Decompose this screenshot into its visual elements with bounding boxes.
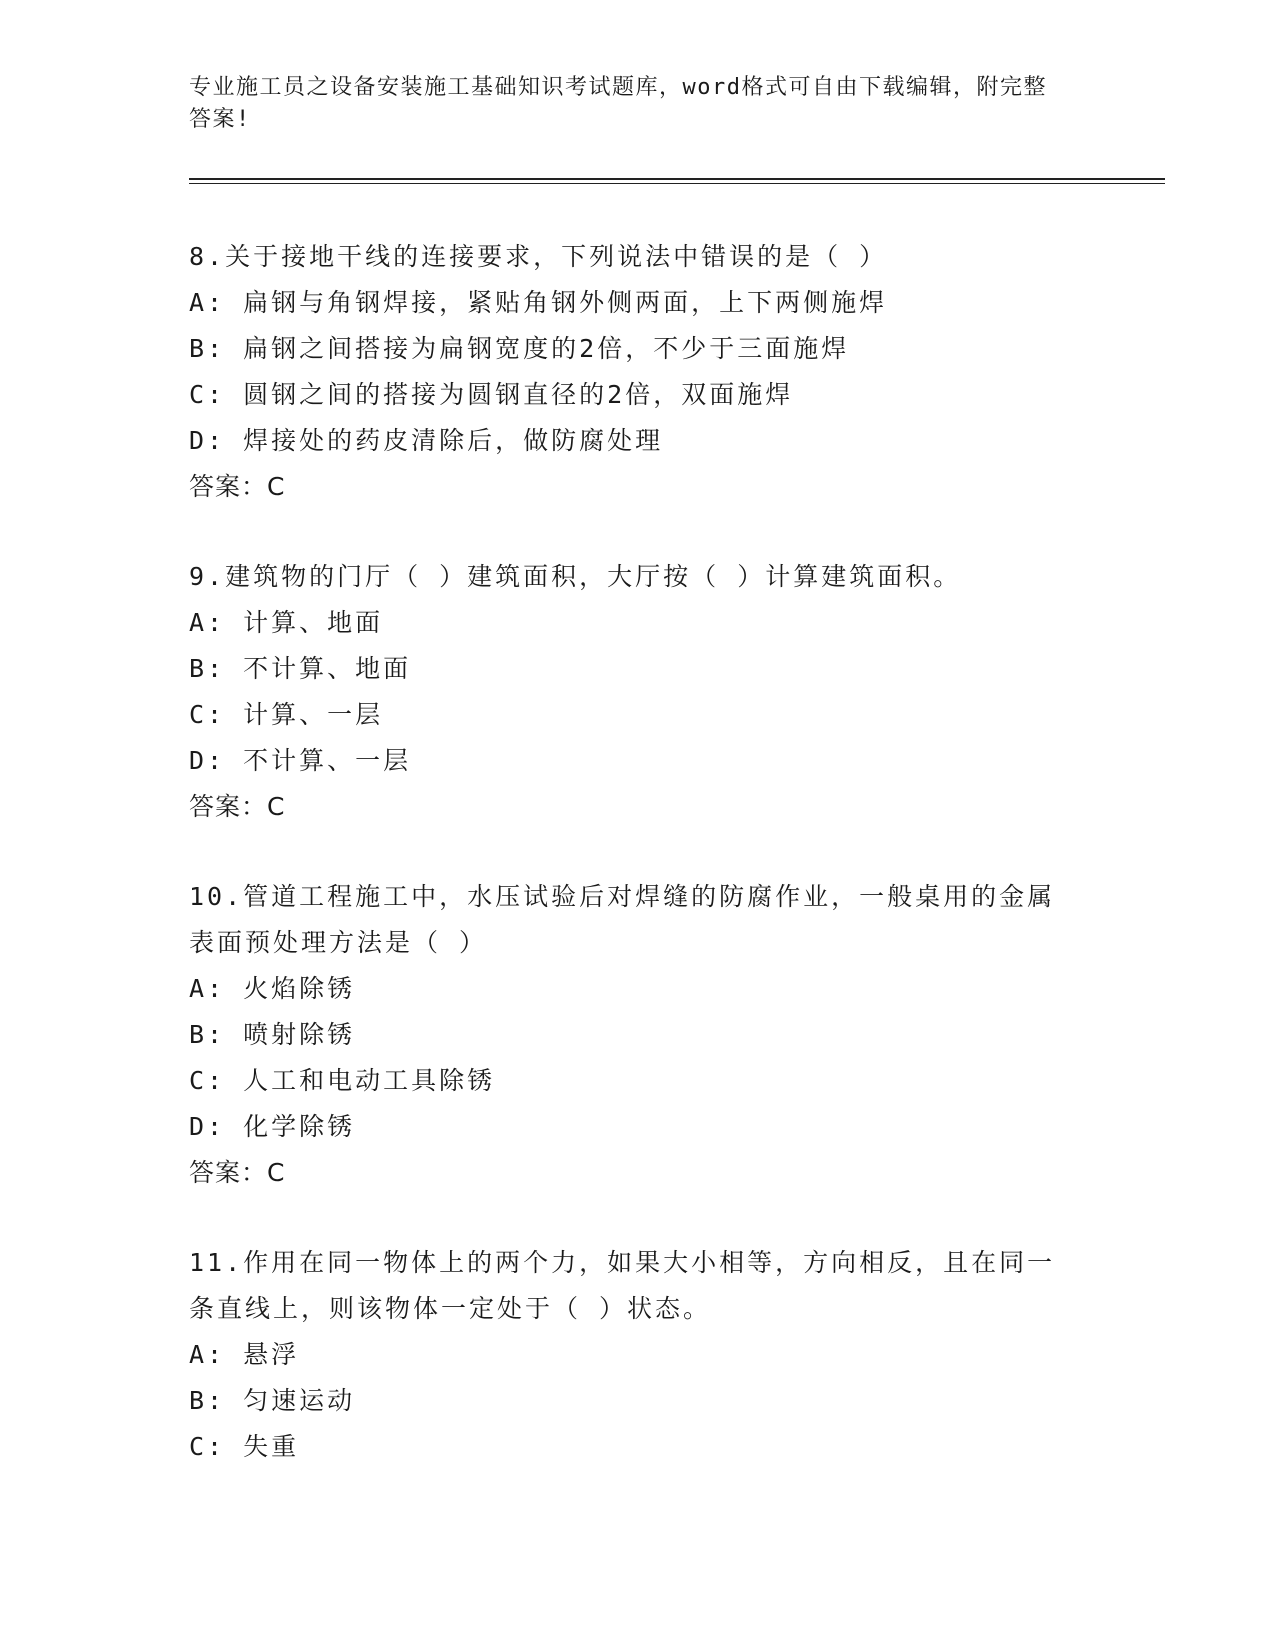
question-list bbox=[189, 234, 1089, 1514]
question-9 bbox=[189, 554, 1089, 830]
option-d: D: 化学除锈 bbox=[189, 1112, 356, 1141]
question-stem: 8.关于接地干线的连接要求，下列说法中错误的是（ ） bbox=[189, 242, 888, 271]
question-11 bbox=[189, 1240, 1089, 1470]
question-10 bbox=[189, 874, 1089, 1196]
option-b: B: 扁钢之间搭接为扁钢宽度的2倍，不少于三面施焊 bbox=[189, 334, 850, 363]
option-c: C: 人工和电动工具除锈 bbox=[189, 1066, 496, 1095]
option-d: D: 焊接处的药皮清除后，做防腐处理 bbox=[189, 426, 664, 455]
option-c: C: 圆钢之间的搭接为圆钢直径的2倍，双面施焊 bbox=[189, 380, 794, 409]
question-stem: 10.管道工程施工中，水压试验后对焊缝的防腐作业，一般桌用的金属表面预处理方法是（ ） bbox=[189, 882, 1056, 957]
question-stem: 11.作用在同一物体上的两个力，如果大小相等，方向相反，且在同一条直线上，则该物体一定处于（ ）状态。 bbox=[189, 1248, 1056, 1323]
answer: 答案：C bbox=[189, 1158, 286, 1187]
document-header: 专业施工员之设备安装施工基础知识考试题库，word格式可自由下载编辑，附完整答案! bbox=[189, 75, 1047, 132]
answer: 答案：C bbox=[189, 472, 286, 501]
option-a: A: 悬浮 bbox=[189, 1340, 300, 1369]
option-a: A: 火焰除锈 bbox=[189, 974, 356, 1003]
option-c: C: 计算、一层 bbox=[189, 700, 384, 729]
question-8 bbox=[189, 234, 1089, 510]
answer: 答案：C bbox=[189, 792, 286, 821]
header-rule-thick bbox=[189, 178, 1165, 180]
option-b: B: 喷射除锈 bbox=[189, 1020, 356, 1049]
option-d: D: 不计算、一层 bbox=[189, 746, 412, 775]
option-a: A: 计算、地面 bbox=[189, 608, 384, 637]
option-b: B: 不计算、地面 bbox=[189, 654, 412, 683]
option-b: B: 匀速运动 bbox=[189, 1386, 356, 1415]
option-a: A: 扁钢与角钢焊接，紧贴角钢外侧两面，上下两侧施焊 bbox=[189, 288, 888, 317]
header-rule-thin bbox=[189, 183, 1165, 184]
question-stem: 9.建筑物的门厅（ ）建筑面积，大厅按（ ）计算建筑面积。 bbox=[189, 562, 962, 591]
option-c: C: 失重 bbox=[189, 1432, 300, 1461]
